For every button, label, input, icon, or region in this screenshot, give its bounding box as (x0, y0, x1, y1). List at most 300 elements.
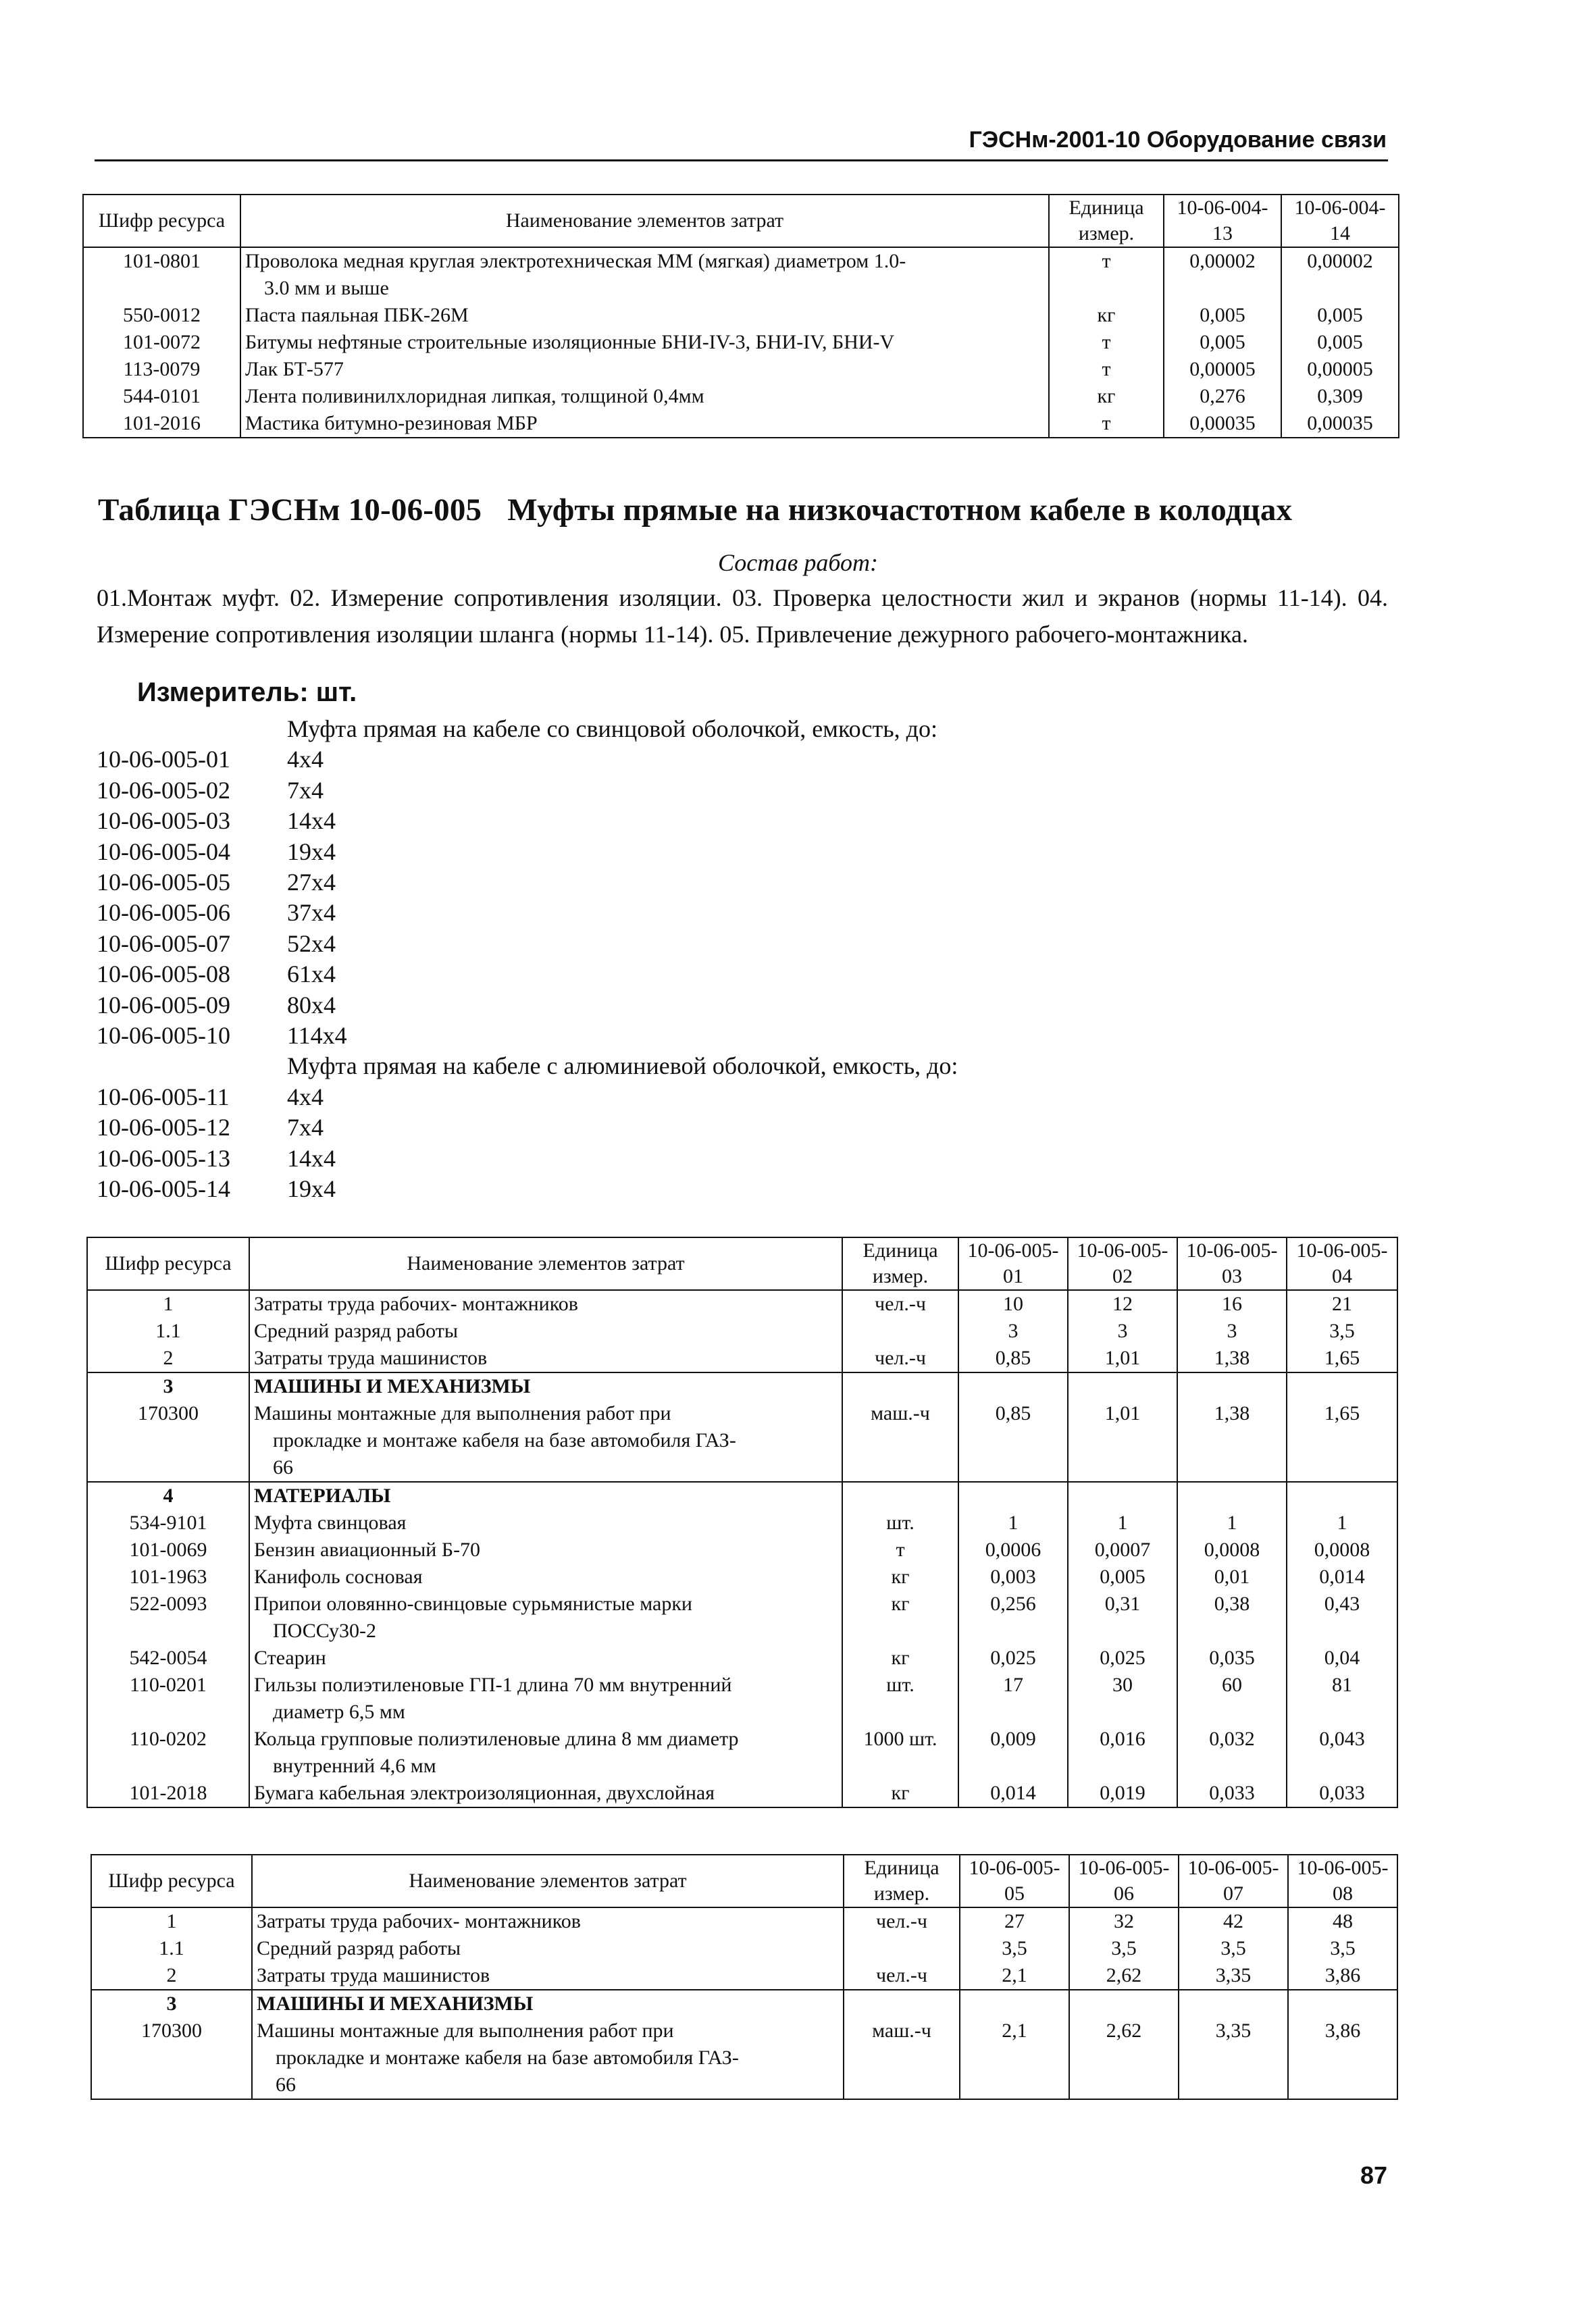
resource-name (249, 1482, 842, 1510)
table-row (83, 356, 1399, 383)
norm-value (1068, 1482, 1177, 1510)
table-row (87, 1482, 1397, 1510)
resource-name-line: внутренний 4,6 мм (273, 1755, 436, 1777)
norm-value: 0,0006 (958, 1537, 1068, 1564)
norm-item (97, 867, 958, 898)
norm-value: 1 (1287, 1510, 1397, 1537)
resource-code: 1 (87, 1290, 249, 1318)
resource-unit: кг (1049, 383, 1164, 410)
resource-name (249, 1400, 842, 1482)
resource-unit: т (842, 1537, 958, 1564)
norm-item (97, 744, 958, 775)
resource-code: 110-0202 (87, 1726, 249, 1780)
item-capacity: 19х4 (287, 838, 336, 865)
column-header: Единица измер. (842, 1237, 958, 1290)
resource-name-line: Гильзы полиэтиленовые ГП-1 длина 70 мм внутренний (254, 1674, 732, 1696)
norm-value: 0,033 (1177, 1780, 1287, 1807)
norm-value: 3,5 (960, 1935, 1069, 1962)
norm-value: 3 (1068, 1318, 1177, 1345)
item-capacity: 7х4 (287, 1114, 324, 1141)
norm-value: 2,1 (960, 1962, 1069, 1990)
norm-value: 0,005 (1164, 329, 1281, 356)
column-header: Наименование элементов затрат (249, 1237, 842, 1290)
item-capacity: 14х4 (287, 807, 336, 835)
column-header: 10-06-005-05 (960, 1855, 1069, 1907)
resource-unit: чел.-ч (844, 1907, 960, 1935)
norm-value: 48 (1288, 1907, 1397, 1935)
item-group-heading (97, 1051, 958, 1081)
item-capacity: 61х4 (287, 960, 336, 988)
resource-name-line: диаметр 6,5 мм (273, 1701, 405, 1723)
column-header: Единица измер. (1049, 195, 1164, 247)
norm-value: 1,38 (1177, 1345, 1287, 1372)
page-number: 87 (1360, 2161, 1388, 2189)
table-title: Муфты прямые на низкочастотном кабеле в колодцах (507, 492, 1293, 528)
norm-value: 0,005 (1164, 302, 1281, 329)
resource-code: 2 (91, 1962, 252, 1990)
resource-code: 101-2018 (87, 1780, 249, 1807)
norm-value: 3,5 (1179, 1935, 1288, 1962)
norm-value: 0,025 (958, 1645, 1068, 1672)
norm-value: 0,003 (958, 1564, 1068, 1591)
norm-value (1177, 1372, 1287, 1400)
norm-value: 3 (1177, 1318, 1287, 1345)
resource-code: 113-0079 (83, 356, 240, 383)
resource-name-line: ПОССу30-2 (273, 1620, 376, 1642)
norm-value (1287, 1482, 1397, 1510)
norm-item (97, 837, 958, 867)
table-row (91, 1962, 1397, 1990)
norm-value (1068, 1372, 1177, 1400)
table-row (87, 1537, 1397, 1564)
norm-value: 81 (1287, 1672, 1397, 1726)
table-row (87, 1290, 1397, 1318)
resource-name (249, 1318, 842, 1345)
norm-value (1177, 1482, 1287, 1510)
column-header: Наименование элементов затрат (240, 195, 1049, 247)
norm-value: 0,31 (1068, 1591, 1177, 1645)
resource-name (252, 1990, 844, 2017)
table-row (87, 1591, 1397, 1645)
column-header: 10-06-005-01 (958, 1237, 1068, 1290)
norm-value: 3,5 (1069, 1935, 1179, 1962)
resource-name-line: Проволока медная круглая электротехническая ММ (мягкая) диаметром 1.0- (245, 250, 906, 272)
table-row (83, 410, 1399, 438)
norm-value: 0,005 (1281, 302, 1399, 329)
resource-name (249, 1510, 842, 1537)
resource-unit: т (1049, 329, 1164, 356)
resource-name (252, 1907, 844, 1935)
norm-item (97, 775, 958, 806)
norm-value: 60 (1177, 1672, 1287, 1726)
norm-value: 1 (1068, 1510, 1177, 1537)
item-capacity: 114х4 (287, 1022, 347, 1050)
resource-name-line: Бензин авиационный Б-70 (254, 1539, 481, 1561)
running-header: ГЭСНм-2001-10 Оборудование связи (969, 127, 1387, 153)
norm-value: 17 (958, 1672, 1068, 1726)
item-capacity: 27х4 (287, 869, 336, 896)
item-code: 10-06-005-03 (97, 807, 230, 835)
resource-name (249, 1537, 842, 1564)
table-row (91, 1990, 1397, 2017)
norm-value: 21 (1287, 1290, 1397, 1318)
norm-value: 0,009 (958, 1726, 1068, 1780)
table-row (87, 1345, 1397, 1372)
resource-name (252, 1935, 844, 1962)
norm-item (97, 806, 958, 836)
resource-unit: чел.-ч (844, 1962, 960, 1990)
item-code: 10-06-005-12 (97, 1114, 230, 1141)
norm-value (958, 1482, 1068, 1510)
column-header: 10-06-005-02 (1068, 1237, 1177, 1290)
item-capacity: 80х4 (287, 991, 336, 1019)
resource-code: 101-0801 (83, 247, 240, 302)
column-header: 10-06-004-13 (1164, 195, 1281, 247)
norm-value: 0,035 (1177, 1645, 1287, 1672)
table-row (87, 1318, 1397, 1345)
resource-name (249, 1672, 842, 1726)
column-header: Шифр ресурса (91, 1855, 252, 1907)
resource-unit: маш.-ч (842, 1400, 958, 1482)
norm-value: 1,01 (1068, 1400, 1177, 1482)
resource-name (249, 1345, 842, 1372)
item-capacity: 19х4 (287, 1175, 336, 1203)
resource-unit: т (1049, 410, 1164, 438)
item-code: 10-06-005-09 (97, 991, 230, 1019)
norm-value: 32 (1069, 1907, 1179, 1935)
column-header: Шифр ресурса (87, 1237, 249, 1290)
item-capacity: 52х4 (287, 929, 336, 957)
resource-code: 110-0201 (87, 1672, 249, 1726)
resource-code: 170300 (91, 2017, 252, 2099)
norm-value: 0,014 (958, 1780, 1068, 1807)
resource-name (249, 1645, 842, 1672)
resource-unit: кг (842, 1564, 958, 1591)
item-code: 10-06-005-13 (97, 1144, 230, 1172)
column-header: 10-06-005-07 (1179, 1855, 1288, 1907)
composition-text: 01.Монтаж муфт. 02. Измерение сопротивления изоляции. 03. Проверка целостности жил и экранов (нормы 11-14). 04. Измерение сопротивления изоляции шланга (нормы 11-14). 05. Привлечение дежурного рабочего-монтажника. (97, 584, 1388, 648)
resource-name-line: Бумага кабельная электроизоляционная, двухслойная (254, 1782, 715, 1804)
norm-item (97, 990, 958, 1021)
norm-value: 3,5 (1288, 1935, 1397, 1962)
resource-name-line: Затраты труда машинистов (257, 1964, 490, 1986)
item-capacity: 37х4 (287, 899, 336, 927)
item-group-text: Муфта прямая на кабеле с алюминиевой оболочкой, емкость, до: (287, 1052, 958, 1080)
item-code: 10-06-005-01 (97, 746, 230, 773)
norm-value: 42 (1179, 1907, 1288, 1935)
resource-name-line: 66 (276, 2074, 296, 2096)
norm-value: 0,0008 (1287, 1537, 1397, 1564)
norm-value: 2,1 (960, 2017, 1069, 2099)
resource-unit: кг (842, 1645, 958, 1672)
norm-value (1069, 1990, 1179, 2017)
resource-name-line: 66 (273, 1456, 293, 1479)
resource-name-line: Средний разряд работы (257, 1937, 461, 1959)
resource-name-line: Канифоль сосновая (254, 1566, 423, 1588)
resource-name-line: Муфта свинцовая (254, 1512, 407, 1534)
resource-name-line: МАШИНЫ И МЕХАНИЗМЫ (254, 1375, 531, 1397)
norm-value (1288, 1990, 1397, 2017)
table-row (91, 2017, 1397, 2099)
table-row (83, 329, 1399, 356)
norm-value: 0,85 (958, 1345, 1068, 1372)
norm-item (97, 1112, 958, 1143)
norm-value: 1 (1177, 1510, 1287, 1537)
resource-code: 101-0072 (83, 329, 240, 356)
resource-name-line: Затраты труда рабочих- монтажников (254, 1293, 578, 1315)
column-header: Единица измер. (844, 1855, 960, 1907)
resource-name (240, 383, 1049, 410)
norm-value: 0,04 (1287, 1645, 1397, 1672)
norm-value: 0,43 (1287, 1591, 1397, 1645)
norm-value: 0,0007 (1068, 1537, 1177, 1564)
resource-name (240, 356, 1049, 383)
norm-value: 0,019 (1068, 1780, 1177, 1807)
norm-value: 0,00005 (1281, 356, 1399, 383)
resource-unit (844, 1990, 960, 2017)
resource-code: 550-0012 (83, 302, 240, 329)
header-rule (95, 159, 1388, 161)
item-group-text: Муфта прямая на кабеле со свинцовой оболочкой, емкость, до: (287, 715, 937, 742)
item-code: 10-06-005-06 (97, 899, 230, 927)
norm-value: 0,00002 (1281, 247, 1399, 302)
table-row (87, 1564, 1397, 1591)
column-header: 10-06-005-04 (1287, 1237, 1397, 1290)
resource-code: 1 (91, 1907, 252, 1935)
resource-name-line: Машины монтажные для выполнения работ при (257, 2020, 674, 2042)
norm-value: 30 (1068, 1672, 1177, 1726)
norm-value: 27 (960, 1907, 1069, 1935)
resource-code: 170300 (87, 1400, 249, 1482)
table-row (87, 1510, 1397, 1537)
norm-value: 0,032 (1177, 1726, 1287, 1780)
column-header: 10-06-004-14 (1281, 195, 1399, 247)
resource-name (240, 247, 1049, 302)
resource-code: 101-0069 (87, 1537, 249, 1564)
norm-value (1287, 1372, 1397, 1400)
item-code: 10-06-005-11 (97, 1083, 230, 1110)
resource-unit: кг (842, 1591, 958, 1645)
resource-unit: кг (1049, 302, 1164, 329)
resource-code: 3 (91, 1990, 252, 2017)
resource-name-line: Кольца групповые полиэтиленовые длина 8 мм диаметр (254, 1728, 739, 1750)
resource-table-top (82, 194, 1399, 438)
item-capacity: 4х4 (287, 1083, 324, 1110)
column-header: 10-06-005-03 (1177, 1237, 1287, 1290)
resource-unit (842, 1372, 958, 1400)
resource-code: 101-2016 (83, 410, 240, 438)
table-row (91, 1935, 1397, 1962)
resource-code: 4 (87, 1482, 249, 1510)
norm-value: 1,01 (1068, 1345, 1177, 1372)
norm-value: 3,35 (1179, 2017, 1288, 2099)
resource-code: 3 (87, 1372, 249, 1400)
table-row (87, 1372, 1397, 1400)
resource-name-line: Мастика битумно-резиновая МБР (245, 412, 538, 434)
resource-code: 542-0054 (87, 1645, 249, 1672)
resource-code: 544-0101 (83, 383, 240, 410)
norm-value: 0,0008 (1177, 1537, 1287, 1564)
column-header: Наименование элементов затрат (252, 1855, 844, 1907)
table-row (83, 383, 1399, 410)
norm-value: 0,309 (1281, 383, 1399, 410)
table-row (91, 1907, 1397, 1935)
norm-item (97, 929, 958, 959)
norm-value: 1,38 (1177, 1400, 1287, 1482)
resource-name (240, 329, 1049, 356)
resource-unit: маш.-ч (844, 2017, 960, 2099)
norm-value: 3,5 (1287, 1318, 1397, 1345)
resource-name-line: МАТЕРИАЛЫ (254, 1485, 391, 1507)
norm-value: 0,276 (1164, 383, 1281, 410)
resource-unit: шт. (842, 1672, 958, 1726)
column-header: 10-06-005-08 (1288, 1855, 1397, 1907)
table-row (83, 247, 1399, 302)
column-header: Шифр ресурса (83, 195, 240, 247)
table-number: Таблица ГЭСНм 10-06-005 (98, 492, 482, 528)
norm-value: 0,85 (958, 1400, 1068, 1482)
norm-value (1179, 1990, 1288, 2017)
norm-value: 0,014 (1287, 1564, 1397, 1591)
norm-value: 0,00002 (1164, 247, 1281, 302)
norm-item (97, 1082, 958, 1112)
item-capacity: 4х4 (287, 746, 324, 773)
norm-value: 0,256 (958, 1591, 1068, 1645)
item-code: 10-06-005-04 (97, 838, 230, 865)
resource-name (249, 1780, 842, 1807)
header-row (87, 1237, 1397, 1290)
resource-name (249, 1591, 842, 1645)
resource-name (249, 1372, 842, 1400)
measure-unit: Измеритель: шт. (137, 677, 357, 707)
resource-unit: т (1049, 247, 1164, 302)
resource-name-line: МАШИНЫ И МЕХАНИЗМЫ (257, 1992, 534, 2015)
resource-table-a (86, 1237, 1398, 1808)
resource-code: 522-0093 (87, 1591, 249, 1645)
norm-value: 0,025 (1068, 1645, 1177, 1672)
norm-value: 0,38 (1177, 1591, 1287, 1645)
norm-value: 0,016 (1068, 1726, 1177, 1780)
table-row (87, 1780, 1397, 1807)
norm-value: 16 (1177, 1290, 1287, 1318)
resource-unit (842, 1482, 958, 1510)
norm-item (97, 1174, 958, 1204)
resource-name-line: Стеарин (254, 1647, 326, 1669)
resource-name-line: Машины монтажные для выполнения работ при (254, 1402, 671, 1424)
item-code: 10-06-005-07 (97, 929, 230, 957)
norm-value (958, 1372, 1068, 1400)
table-row (87, 1400, 1397, 1482)
resource-unit (844, 1935, 960, 1962)
composition-label: Состав работ: (718, 549, 878, 576)
resource-name (252, 1962, 844, 1990)
norm-item (97, 1143, 958, 1174)
table-row (83, 302, 1399, 329)
norm-value: 2,62 (1069, 2017, 1179, 2099)
resource-name (249, 1564, 842, 1591)
resource-unit: чел.-ч (842, 1345, 958, 1372)
resource-name (240, 302, 1049, 329)
norm-value: 2,62 (1069, 1962, 1179, 1990)
norm-value: 0,005 (1068, 1564, 1177, 1591)
table-row (87, 1726, 1397, 1780)
norm-value: 1,65 (1287, 1400, 1397, 1482)
norm-value: 10 (958, 1290, 1068, 1318)
resource-name-line: Лак БТ-577 (245, 358, 344, 380)
norm-value: 3,86 (1288, 1962, 1397, 1990)
section-heading (98, 492, 1292, 528)
norm-value (960, 1990, 1069, 2017)
resource-unit: т (1049, 356, 1164, 383)
item-capacity: 14х4 (287, 1144, 336, 1172)
norm-value: 1,65 (1287, 1345, 1397, 1372)
item-code: 10-06-005-02 (97, 776, 230, 804)
resource-name (252, 2017, 844, 2099)
resource-code: 101-1963 (87, 1564, 249, 1591)
item-group-heading (97, 714, 958, 744)
norm-value: 0,00005 (1164, 356, 1281, 383)
resource-name-line: Затраты труда машинистов (254, 1347, 488, 1369)
resource-unit: 1000 шт. (842, 1726, 958, 1780)
resource-name-line: Средний разряд работы (254, 1320, 459, 1342)
item-capacity: 7х4 (287, 776, 324, 804)
header-row (91, 1855, 1397, 1907)
norm-value: 0,01 (1177, 1564, 1287, 1591)
norm-value: 3,86 (1288, 2017, 1397, 2099)
norm-value: 12 (1068, 1290, 1177, 1318)
norm-value: 3,35 (1179, 1962, 1288, 1990)
norm-value: 0,033 (1287, 1780, 1397, 1807)
table-row (87, 1645, 1397, 1672)
norm-value: 1 (958, 1510, 1068, 1537)
resource-name (249, 1290, 842, 1318)
resource-name (240, 410, 1049, 438)
column-header: 10-06-005-06 (1069, 1855, 1179, 1907)
resource-name-line: прокладке и монтаже кабеля на базе автомобиля ГАЗ- (273, 1429, 736, 1451)
norm-item (97, 1021, 958, 1051)
resource-name-line: 3.0 мм и выше (264, 277, 389, 299)
norm-value: 0,005 (1281, 329, 1399, 356)
item-code: 10-06-005-05 (97, 869, 230, 896)
item-code: 10-06-005-14 (97, 1175, 230, 1203)
norm-value: 0,00035 (1164, 410, 1281, 438)
norm-value: 0,043 (1287, 1726, 1397, 1780)
resource-unit: шт. (842, 1510, 958, 1537)
resource-code: 1.1 (91, 1935, 252, 1962)
item-code: 10-06-005-10 (97, 1022, 230, 1050)
resource-code: 534-9101 (87, 1510, 249, 1537)
resource-name (249, 1726, 842, 1780)
norm-item (97, 959, 958, 989)
resource-unit (842, 1318, 958, 1345)
resource-code: 2 (87, 1345, 249, 1372)
resource-name-line: прокладке и монтаже кабеля на базе автомобиля ГАЗ- (276, 2047, 739, 2069)
resource-name-line: Битумы нефтяные строительные изоляционные БНИ-IV-3, БНИ-IV, БНИ-V (245, 331, 895, 353)
resource-name-line: Затраты труда рабочих- монтажников (257, 1910, 581, 1932)
resource-name-line: Припои оловянно-свинцовые сурьмянистые марки (254, 1593, 692, 1615)
norm-value: 0,00035 (1281, 410, 1399, 438)
resource-code: 1.1 (87, 1318, 249, 1345)
norm-value: 3 (958, 1318, 1068, 1345)
resource-unit: чел.-ч (842, 1290, 958, 1318)
norm-item (97, 898, 958, 928)
resource-unit: кг (842, 1780, 958, 1807)
norm-items-list (97, 714, 958, 1205)
resource-table-b (91, 1854, 1398, 2100)
header-row (83, 195, 1399, 247)
resource-name-line: Лента поливинилхлоридная липкая, толщиной 0,4мм (245, 385, 704, 407)
item-code: 10-06-005-08 (97, 960, 230, 988)
